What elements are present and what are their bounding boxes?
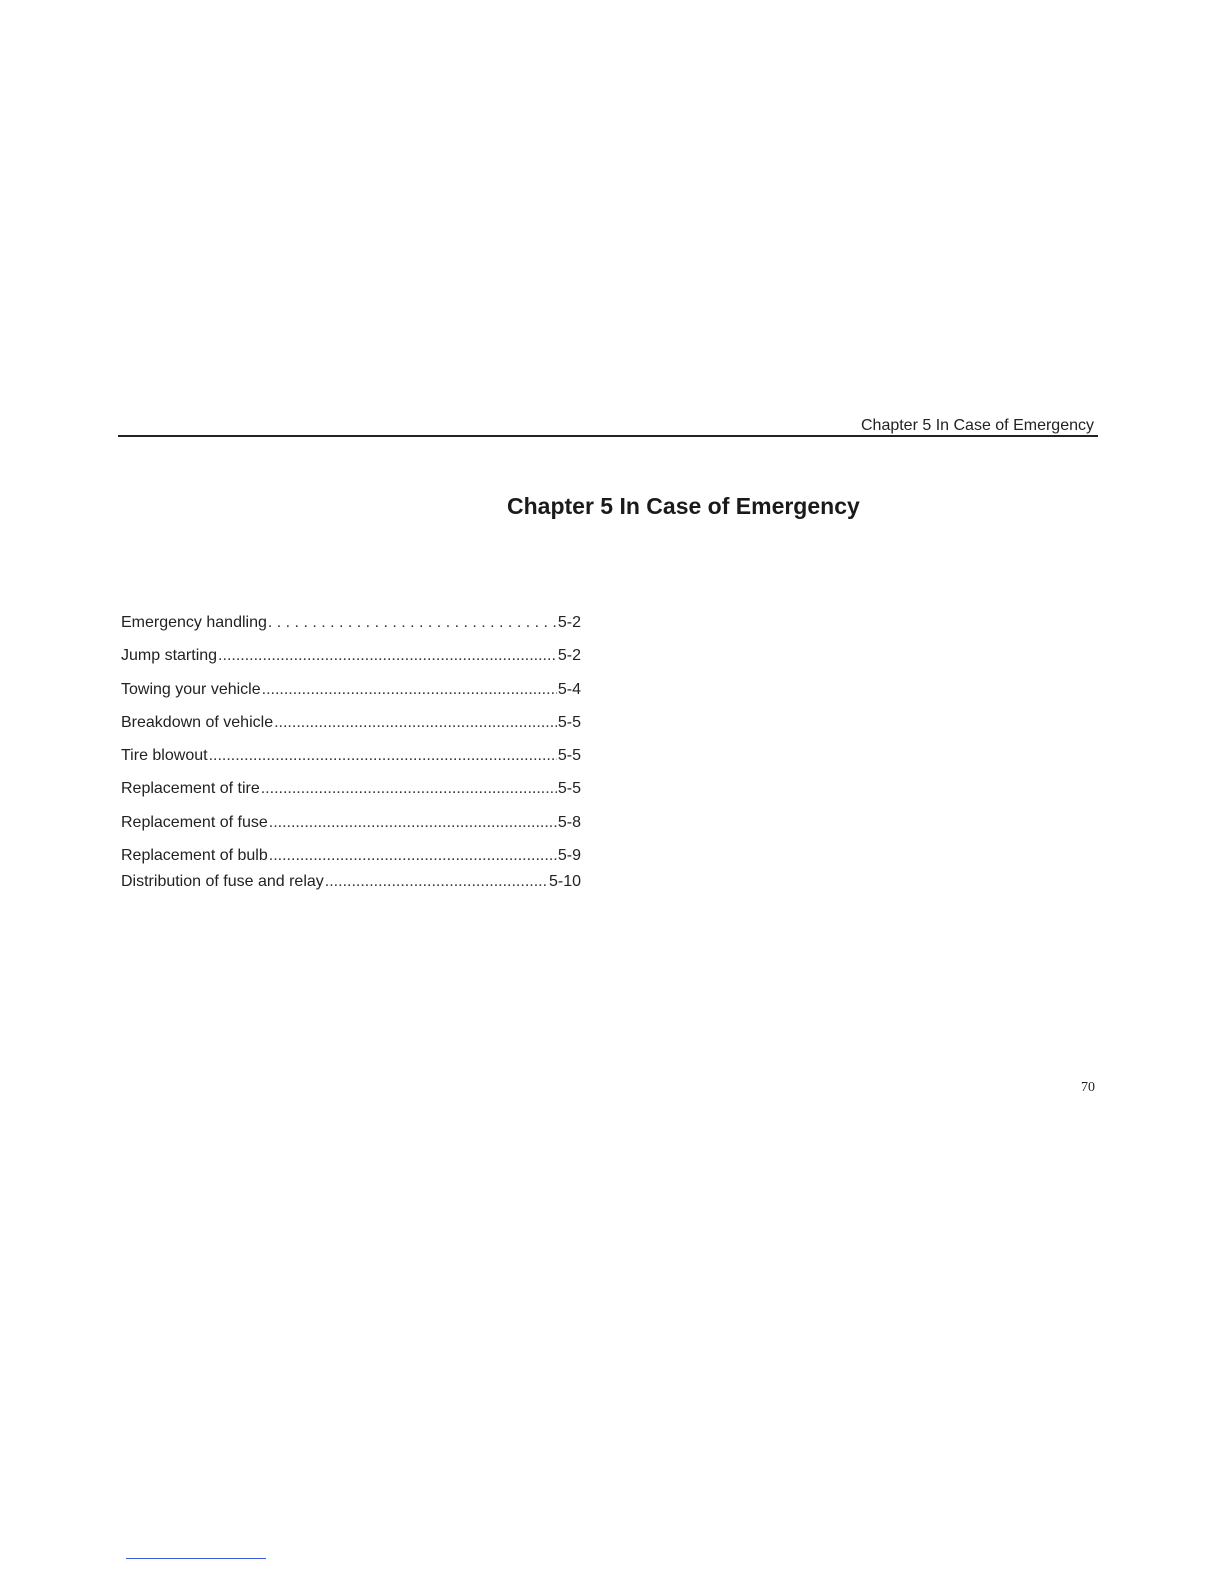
toc-entry-label: Replacement of bulb bbox=[121, 847, 268, 865]
toc-leader-dots bbox=[218, 646, 557, 666]
toc-leader-dots bbox=[269, 846, 557, 866]
toc-leader-dots bbox=[261, 779, 557, 799]
footer-link-line[interactable] bbox=[126, 1558, 266, 1559]
toc-entry-label: Replacement of tire bbox=[121, 780, 260, 798]
toc-entry-page: 5-9 bbox=[557, 847, 581, 865]
toc-entry-page: 5-2 bbox=[557, 614, 581, 631]
toc-entry-page: 5-5 bbox=[557, 713, 581, 731]
toc-entry-page: 5-8 bbox=[557, 813, 581, 831]
table-of-contents bbox=[121, 613, 581, 905]
toc-leader-dots bbox=[269, 813, 557, 833]
toc-entry-page: 5-10 bbox=[548, 873, 581, 891]
toc-entry-replacement-of-bulb[interactable] bbox=[121, 846, 581, 872]
toc-entry-replacement-of-fuse[interactable] bbox=[121, 813, 581, 846]
toc-entry-tire-blowout[interactable] bbox=[121, 746, 581, 779]
toc-leader-dots bbox=[262, 680, 557, 700]
toc-entry-towing-your-vehicle[interactable] bbox=[121, 680, 581, 713]
toc-leader-dots bbox=[325, 872, 548, 892]
toc-entry-page: 5-5 bbox=[557, 747, 581, 765]
toc-entry-breakdown-of-vehicle[interactable] bbox=[121, 713, 581, 746]
toc-entry-label: Emergency handling bbox=[121, 614, 267, 631]
toc-leader-dots bbox=[268, 613, 557, 633]
toc-entry-label: Distribution of fuse and relay bbox=[121, 873, 324, 891]
toc-entry-jump-starting[interactable] bbox=[121, 646, 581, 679]
header-rule bbox=[118, 435, 1098, 437]
chapter-title: Chapter 5 In Case of Emergency bbox=[507, 493, 860, 519]
running-header: Chapter 5 In Case of Emergency bbox=[860, 417, 1094, 434]
toc-entry-label: Replacement of fuse bbox=[121, 813, 268, 831]
toc-entry-page: 5-5 bbox=[557, 780, 581, 798]
toc-entry-distribution-of-fuse-and-relay[interactable] bbox=[121, 872, 581, 905]
page-number: 70 bbox=[1081, 1080, 1095, 1095]
toc-entry-page: 5-4 bbox=[557, 680, 581, 698]
toc-entry-label: Jump starting bbox=[121, 647, 218, 665]
toc-entry-label: Tire blowout bbox=[121, 747, 208, 765]
toc-entry-label: Breakdown of vehicle bbox=[121, 713, 274, 731]
toc-entry-label: Towing your vehicle bbox=[121, 680, 261, 698]
toc-leader-dots bbox=[274, 713, 557, 733]
toc-entry-replacement-of-tire[interactable] bbox=[121, 779, 581, 812]
toc-entry-page: 5-2 bbox=[557, 647, 581, 665]
toc-leader-dots bbox=[209, 746, 557, 766]
toc-entry-emergency-handling[interactable] bbox=[121, 613, 581, 646]
